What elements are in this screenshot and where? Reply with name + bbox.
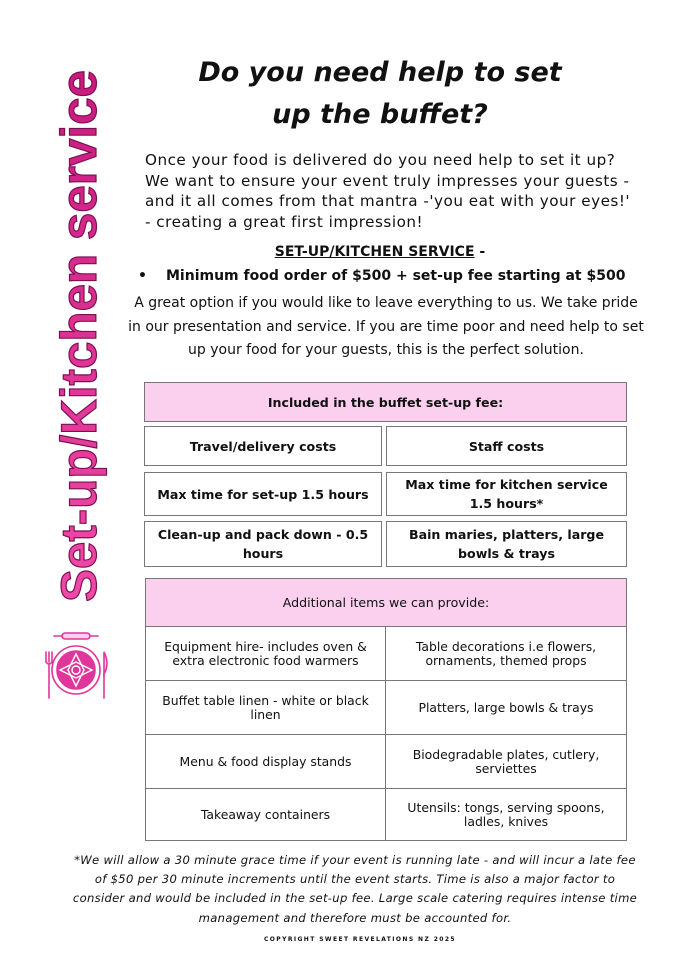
bullet-marker: • <box>138 268 147 284</box>
title-line-1: Do you need help to set <box>198 57 562 88</box>
service-heading-suffix: - <box>474 244 486 260</box>
minimum-order-bullet <box>138 268 638 284</box>
included-item: Clean-up and pack down - 0.5 hours <box>144 521 382 567</box>
place-setting-logo-icon <box>40 630 112 702</box>
service-heading <box>140 244 620 260</box>
minimum-order-text: Minimum food order of $500 + set-up fee starting at $500 <box>166 268 626 284</box>
additional-item: Menu & food display stands <box>146 735 386 789</box>
included-item: Staff costs <box>386 426 627 466</box>
additional-item: Equipment hire- includes oven & extra electronic food warmers <box>146 627 386 681</box>
included-item: Max time for kitchen service 1.5 hours* <box>386 472 627 516</box>
included-item: Bain maries, platters, large bowls & trays <box>386 521 627 567</box>
included-item: Max time for set-up 1.5 hours <box>144 472 382 516</box>
page-title <box>150 52 610 136</box>
included-item: Travel/delivery costs <box>144 426 382 466</box>
included-header: Included in the buffet set-up fee: <box>144 382 627 422</box>
late-fee-footnote: *We will allow a 30 minute grace time if your event is running late - and will incur a late fee of $50 per 30 minute increments until the event starts. Time is also a major factor to consider and would be included in the set-up fee. Large scale catering requires intense time management and therefore must be accounted for. <box>72 853 638 925</box>
additional-item: Utensils: tongs, serving spoons, ladles, knives <box>407 799 605 829</box>
service-description: A great option if you would like to leave everything to us. We take pride in our presentation and service. If you are time poor and need help to set up your food for your guests, this is the perfect solution. <box>128 295 644 358</box>
additional-item: Takeaway containers <box>146 789 386 840</box>
intro-paragraph: Once your food is delivered do you need help to set it up? We want to ensure your event truly impresses your guests - and it all comes from that mantra -'you eat with your eyes!' - creating a great first impression! <box>145 151 631 231</box>
additional-items-table <box>145 578 627 841</box>
additional-item: Platters, large bowls & trays <box>386 681 626 735</box>
side-title <box>6 66 118 606</box>
service-heading-text: SET-UP/KITCHEN SERVICE <box>274 244 475 260</box>
additional-item: Table decorations i.e flowers, ornaments, themed props <box>386 627 626 681</box>
title-line-2: up the buffet? <box>272 99 488 130</box>
additional-item: Buffet table linen - white or black linen <box>146 681 386 735</box>
additional-header: Additional items we can provide: <box>146 579 626 627</box>
copyright: COPYRIGHT SWEET REVELATIONS NZ 2025 <box>263 936 457 943</box>
additional-item: Biodegradable plates, cutlery, serviettes <box>386 735 626 789</box>
side-title-text: Set-up/Kitchen service <box>51 66 107 602</box>
